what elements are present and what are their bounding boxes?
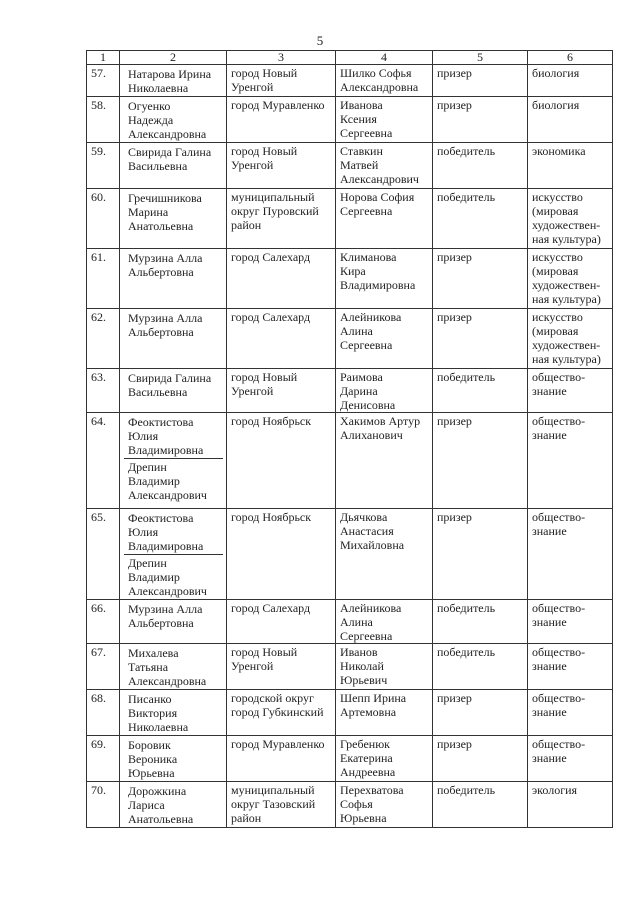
location-cell <box>227 249 336 309</box>
teacher-cell <box>120 782 227 828</box>
teacher-name-line: Мурзина Алла <box>128 311 203 325</box>
table-row <box>87 189 613 249</box>
location-line: город Ноябрьск <box>231 414 312 428</box>
teacher-name <box>124 98 223 142</box>
location-cell <box>227 690 336 736</box>
teacher-name-line: Боровик <box>128 738 171 752</box>
teacher-name-line: Васильевна <box>128 385 188 399</box>
location-cell <box>227 189 336 249</box>
student-cell <box>336 736 433 782</box>
teacher-name-line: Альбертовна <box>128 616 194 630</box>
status-cell <box>433 736 528 782</box>
teacher-name-line: Феоктистова <box>128 415 194 429</box>
teacher-name-line: Феоктистова <box>128 511 194 525</box>
student-line: Юрьевич <box>340 673 388 687</box>
teacher-name-line: Владимировна <box>128 443 204 457</box>
teacher-name-line: Надежда <box>128 113 174 127</box>
status-line: победитель <box>437 370 496 384</box>
subject-line: знание <box>532 705 567 719</box>
status-cell <box>433 509 528 600</box>
subject-line: знание <box>532 524 567 538</box>
row-number-cell: 64. <box>87 413 120 509</box>
subject-line: биология <box>532 66 580 80</box>
teacher-name-line: Васильевна <box>128 159 188 173</box>
teacher-name-line: Дорожкина <box>128 784 187 798</box>
location-cell <box>227 413 336 509</box>
student-line: Сергеевна <box>340 204 393 218</box>
subject-line: художествен- <box>532 218 601 232</box>
subject-line: (мировая <box>532 204 579 218</box>
student-line: Владимировна <box>340 278 416 292</box>
location-line: Уренгой <box>231 158 274 172</box>
table-row <box>87 736 613 782</box>
student-line: Хакимов Артур <box>340 414 421 428</box>
student-cell <box>336 509 433 600</box>
teacher-name-line: Виктория <box>128 706 178 720</box>
location-cell <box>227 369 336 413</box>
teacher-name-line: Татьяна <box>128 660 169 674</box>
student-line: Екатерина <box>340 751 393 765</box>
teacher-cell <box>120 189 227 249</box>
student-cell <box>336 369 433 413</box>
status-cell <box>433 309 528 369</box>
student-line: Денисовна <box>340 398 396 412</box>
location-line: городской округ <box>231 691 314 705</box>
subject-cell <box>528 782 613 828</box>
teacher-name-line: Юрьевна <box>128 766 175 780</box>
student-line: Шилко Софья <box>340 66 412 80</box>
status-cell <box>433 690 528 736</box>
teacher-name-line: Дрепин <box>128 460 167 474</box>
subject-line: общество- <box>532 414 586 428</box>
teacher-cell <box>120 736 227 782</box>
teacher-cell <box>120 65 227 97</box>
subject-line: искусство <box>532 250 583 264</box>
status-line: победитель <box>437 601 496 615</box>
teacher-name-line: Альбертовна <box>128 265 194 279</box>
row-number-cell: 68. <box>87 690 120 736</box>
teacher-cell <box>120 143 227 189</box>
location-line: Уренгой <box>231 384 274 398</box>
location-line: муниципальный <box>231 190 315 204</box>
teacher-name <box>124 66 223 96</box>
student-line: Артемовна <box>340 705 397 719</box>
location-line: город Новый <box>231 144 298 158</box>
location-cell <box>227 65 336 97</box>
subject-cell <box>528 309 613 369</box>
student-line: Николай <box>340 659 384 673</box>
teacher-name-line: Александровна <box>128 127 207 141</box>
teacher-name <box>124 310 223 340</box>
subject-line: знание <box>532 384 567 398</box>
subject-cell <box>528 369 613 413</box>
teacher-name <box>124 370 223 400</box>
teacher-name <box>124 510 223 554</box>
row-number-cell: 65. <box>87 509 120 600</box>
location-cell <box>227 600 336 644</box>
status-cell <box>433 369 528 413</box>
status-line: призер <box>437 98 472 112</box>
teacher-name-line: Юлия <box>128 429 159 443</box>
subject-line: биология <box>532 98 580 112</box>
subject-cell <box>528 65 613 97</box>
subject-line: общество- <box>532 645 586 659</box>
subject-cell <box>528 509 613 600</box>
location-line: Уренгой <box>231 659 274 673</box>
teacher-name-line: Писанко <box>128 692 172 706</box>
column-header-5: 5 <box>433 51 528 65</box>
teacher-name-line: Николаевна <box>128 720 189 734</box>
teacher-cell <box>120 644 227 690</box>
column-header-6: 6 <box>528 51 613 65</box>
teacher-name <box>124 737 223 781</box>
row-number-cell: 67. <box>87 644 120 690</box>
table-body <box>87 65 613 828</box>
student-line: Алина <box>340 615 373 629</box>
teacher-name-line: Вероника <box>128 752 178 766</box>
location-cell <box>227 309 336 369</box>
teacher-name <box>124 250 223 280</box>
teacher-name-line: Мурзина Алла <box>128 251 203 265</box>
student-cell <box>336 309 433 369</box>
location-cell <box>227 97 336 143</box>
subject-line: (мировая <box>532 264 579 278</box>
status-line: призер <box>437 691 472 705</box>
status-cell <box>433 249 528 309</box>
teacher-name-line: Михалева <box>128 646 179 660</box>
status-line: победитель <box>437 190 496 204</box>
student-line: Михайловна <box>340 538 405 552</box>
location-cell <box>227 644 336 690</box>
student-line: Шепп Ирина <box>340 691 407 705</box>
teacher-name <box>124 414 223 458</box>
table-row <box>87 690 613 736</box>
teacher-cell <box>120 600 227 644</box>
subject-cell <box>528 736 613 782</box>
row-number-cell: 58. <box>87 97 120 143</box>
subject-line: общество- <box>532 510 586 524</box>
teacher-cell <box>120 413 227 509</box>
subject-line: (мировая <box>532 324 579 338</box>
status-line: призер <box>437 310 472 324</box>
location-line: район <box>231 811 262 825</box>
student-line: Матвей <box>340 158 379 172</box>
subject-line: ная культура) <box>532 352 601 366</box>
table-row <box>87 369 613 413</box>
subject-cell <box>528 413 613 509</box>
subject-line: искусство <box>532 190 583 204</box>
status-line: призер <box>437 250 472 264</box>
subject-line: художествен- <box>532 278 601 292</box>
teacher-name-line: Владимир <box>128 474 180 488</box>
column-header-2: 2 <box>120 51 227 65</box>
teacher-name-line: Гречишникова <box>128 191 202 205</box>
status-line: призер <box>437 510 472 524</box>
student-line: Иванова <box>340 98 383 112</box>
subject-cell <box>528 143 613 189</box>
status-cell <box>433 600 528 644</box>
location-cell <box>227 143 336 189</box>
teacher-name-line: Лариса <box>128 798 165 812</box>
student-line: Кира <box>340 264 366 278</box>
row-number-cell: 60. <box>87 189 120 249</box>
teacher-name-line: Мурзина Алла <box>128 602 203 616</box>
location-line: город Салехард <box>231 250 311 264</box>
location-line: округ Тазовский <box>231 797 316 811</box>
teacher-name-line: Александровна <box>128 674 207 688</box>
table-row <box>87 644 613 690</box>
subject-line: искусство <box>532 310 583 324</box>
student-line: Алейникова <box>340 310 402 324</box>
location-line: муниципальный <box>231 783 315 797</box>
student-cell <box>336 644 433 690</box>
teacher-name <box>124 144 223 174</box>
subject-line: художествен- <box>532 338 601 352</box>
teacher-name-line: Александрович <box>128 584 207 598</box>
location-line: округ Пуровский <box>231 204 319 218</box>
teacher-name <box>124 645 223 689</box>
student-cell <box>336 413 433 509</box>
location-line: город Новый <box>231 370 298 384</box>
table-row <box>87 600 613 644</box>
status-line: победитель <box>437 144 496 158</box>
location-line: район <box>231 218 262 232</box>
student-line: Дьячкова <box>340 510 388 524</box>
subject-cell <box>528 600 613 644</box>
subject-cell <box>528 249 613 309</box>
row-number-cell: 62. <box>87 309 120 369</box>
student-line: Сергеевна <box>340 338 393 352</box>
table-row <box>87 509 613 600</box>
row-number-cell: 69. <box>87 736 120 782</box>
teacher-name <box>124 458 223 503</box>
student-cell <box>336 782 433 828</box>
student-line: Софья <box>340 797 373 811</box>
student-line: Александрович <box>340 172 419 186</box>
subject-line: знание <box>532 615 567 629</box>
teacher-name <box>124 554 223 599</box>
subject-line: общество- <box>532 601 586 615</box>
student-cell <box>336 189 433 249</box>
table-row <box>87 249 613 309</box>
teacher-cell <box>120 97 227 143</box>
status-line: победитель <box>437 645 496 659</box>
teacher-name-line: Владимир <box>128 570 180 584</box>
location-cell <box>227 782 336 828</box>
status-line: победитель <box>437 783 496 797</box>
subject-line: знание <box>532 751 567 765</box>
student-line: Александровна <box>340 80 419 94</box>
student-cell <box>336 97 433 143</box>
student-line: Алина <box>340 324 373 338</box>
subject-line: знание <box>532 428 567 442</box>
table-row <box>87 782 613 828</box>
teacher-name-line: Дрепин <box>128 556 167 570</box>
teacher-name-line: Марина <box>128 205 169 219</box>
student-line: Юрьевна <box>340 811 387 825</box>
table-row <box>87 97 613 143</box>
page-number: 5 <box>316 33 324 48</box>
column-header-3: 3 <box>227 51 336 65</box>
student-line: Норова София <box>340 190 415 204</box>
row-number-cell: 63. <box>87 369 120 413</box>
location-cell <box>227 736 336 782</box>
status-cell <box>433 189 528 249</box>
student-cell <box>336 600 433 644</box>
student-line: Алейникова <box>340 601 402 615</box>
location-line: город Новый <box>231 645 298 659</box>
student-line: Раимова <box>340 370 383 384</box>
student-line: Ксения <box>340 112 377 126</box>
row-number-cell: 57. <box>87 65 120 97</box>
student-line: Алиханович <box>340 428 403 442</box>
student-line: Анастасия <box>340 524 394 538</box>
table-row <box>87 309 613 369</box>
row-number-cell: 59. <box>87 143 120 189</box>
location-line: город Муравленко <box>231 98 325 112</box>
location-line: город Новый <box>231 66 298 80</box>
status-cell <box>433 644 528 690</box>
subject-cell <box>528 644 613 690</box>
location-line: город Муравленко <box>231 737 325 751</box>
student-line: Сергеевна <box>340 629 393 643</box>
teacher-name-line: Анатольевна <box>128 219 194 233</box>
student-cell <box>336 143 433 189</box>
student-cell <box>336 690 433 736</box>
subject-cell <box>528 189 613 249</box>
subject-line: экология <box>532 783 578 797</box>
table-row <box>87 143 613 189</box>
student-line: Климанова <box>340 250 397 264</box>
subject-line: экономика <box>532 144 586 158</box>
column-header-1: 1 <box>87 51 120 65</box>
teacher-cell <box>120 249 227 309</box>
subject-line: знание <box>532 659 567 673</box>
teacher-cell <box>120 369 227 413</box>
teacher-cell <box>120 690 227 736</box>
table-row <box>87 413 613 509</box>
status-line: призер <box>437 414 472 428</box>
status-cell <box>433 65 528 97</box>
subject-cell <box>528 690 613 736</box>
teacher-cell <box>120 509 227 600</box>
header-row <box>87 51 613 65</box>
teacher-name-line: Николаевна <box>128 81 189 95</box>
subject-line: ная культура) <box>532 232 601 246</box>
teacher-cell <box>120 309 227 369</box>
winners-table <box>86 50 613 828</box>
teacher-name-line: Альбертовна <box>128 325 194 339</box>
teacher-name-line: Свирида Галина <box>128 145 212 159</box>
status-cell <box>433 413 528 509</box>
row-number-cell: 70. <box>87 782 120 828</box>
subject-line: общество- <box>532 370 586 384</box>
student-line: Гребенюк <box>340 737 390 751</box>
teacher-name-line: Юлия <box>128 525 159 539</box>
teacher-name-line: Александрович <box>128 488 207 502</box>
location-line: город Салехард <box>231 601 311 615</box>
teacher-name-line: Анатольевна <box>128 812 194 826</box>
teacher-name <box>124 601 223 631</box>
status-cell <box>433 782 528 828</box>
student-line: Дарина <box>340 384 378 398</box>
student-line: Ставкин <box>340 144 383 158</box>
status-cell <box>433 143 528 189</box>
location-line: Уренгой <box>231 80 274 94</box>
row-number-cell: 66. <box>87 600 120 644</box>
student-line: Сергеевна <box>340 126 393 140</box>
column-header-4: 4 <box>336 51 433 65</box>
teacher-name-line: Владимировна <box>128 539 204 553</box>
teacher-name <box>124 190 223 234</box>
location-line: город Губкинский <box>231 705 324 719</box>
status-line: призер <box>437 66 472 80</box>
teacher-name-line: Свирида Галина <box>128 371 212 385</box>
status-line: призер <box>437 737 472 751</box>
teacher-name-line: Огуенко <box>128 99 171 113</box>
student-cell <box>336 249 433 309</box>
location-cell <box>227 509 336 600</box>
row-number-cell: 61. <box>87 249 120 309</box>
subject-line: общество- <box>532 691 586 705</box>
teacher-name <box>124 691 223 735</box>
location-line: город Салехард <box>231 310 311 324</box>
table-row <box>87 65 613 97</box>
teacher-name <box>124 783 223 827</box>
subject-line: общество- <box>532 737 586 751</box>
subject-line: ная культура) <box>532 292 601 306</box>
subject-cell <box>528 97 613 143</box>
location-line: город Ноябрьск <box>231 510 312 524</box>
student-line: Перехватова <box>340 783 404 797</box>
student-line: Андреевна <box>340 765 396 779</box>
student-cell <box>336 65 433 97</box>
teacher-name-line: Натарова Ирина <box>128 67 212 81</box>
student-line: Иванов <box>340 645 378 659</box>
status-cell <box>433 97 528 143</box>
